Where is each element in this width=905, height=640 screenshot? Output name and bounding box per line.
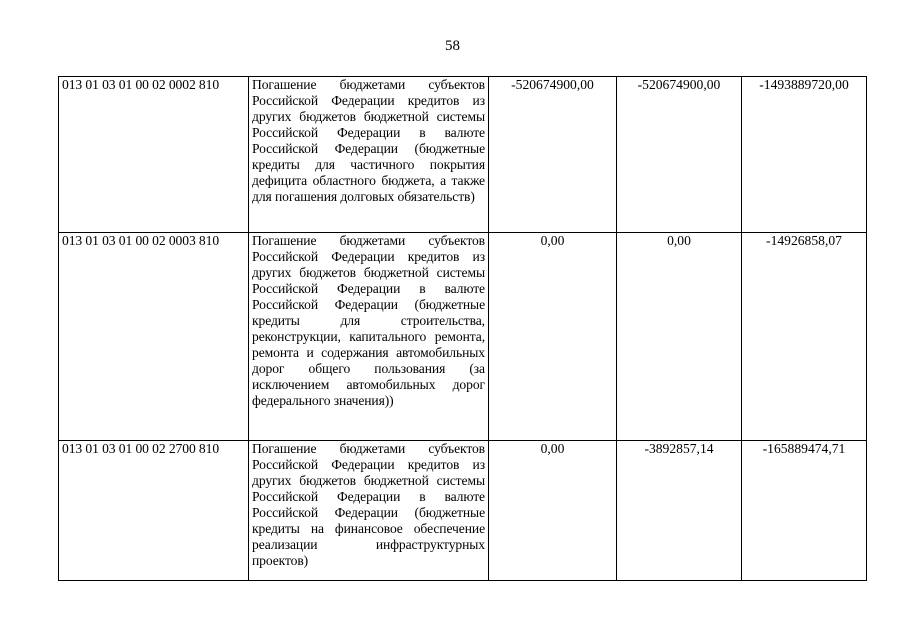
budget-code-cell: 013 01 03 01 00 02 0003 810 [59, 233, 249, 441]
amount-cell-2: -520674900,00 [617, 77, 742, 233]
amount-cell-1: 0,00 [489, 233, 617, 441]
amount-cell-3: -165889474,71 [742, 441, 867, 581]
amount-cell-1: 0,00 [489, 441, 617, 581]
description-cell: Погашение бюджетами субъектов Российской Федерации кредитов из других бюджетов бюджетной системы Российской Федерации в валюте Российской Федерации (бюджетные кредиты для частичного покрытия дефицита областного бюджета, а также для погашения долговых обязательств) [249, 77, 489, 233]
table-row [59, 233, 867, 441]
page-number: 58 [445, 38, 460, 54]
budget-code-cell: 013 01 03 01 00 02 0002 810 [59, 77, 249, 233]
table-row [59, 441, 867, 581]
table-row [59, 77, 867, 233]
amount-cell-2: -3892857,14 [617, 441, 742, 581]
description-cell: Погашение бюджетами субъектов Российской Федерации кредитов из других бюджетов бюджетной системы Российской Федерации в валюте Российской Федерации (бюджетные кредиты для строительства, реконструкции, капитального ремонта, ремонта и содержания автомобильных дорог общего пользования (за исключением автомобильных дорог федерального значения)) [249, 233, 489, 441]
description-cell: Погашение бюджетами субъектов Российской Федерации кредитов из других бюджетов бюджетной системы Российской Федерации в валюте Российской Федерации (бюджетные кредиты на финансовое обеспечение реализации инфраструктурных проектов) [249, 441, 489, 581]
amount-cell-1: -520674900,00 [489, 77, 617, 233]
amount-cell-3: -14926858,07 [742, 233, 867, 441]
amount-cell-3: -1493889720,00 [742, 77, 867, 233]
amount-cell-2: 0,00 [617, 233, 742, 441]
budget-code-cell: 013 01 03 01 00 02 2700 810 [59, 441, 249, 581]
budget-table [58, 76, 867, 581]
